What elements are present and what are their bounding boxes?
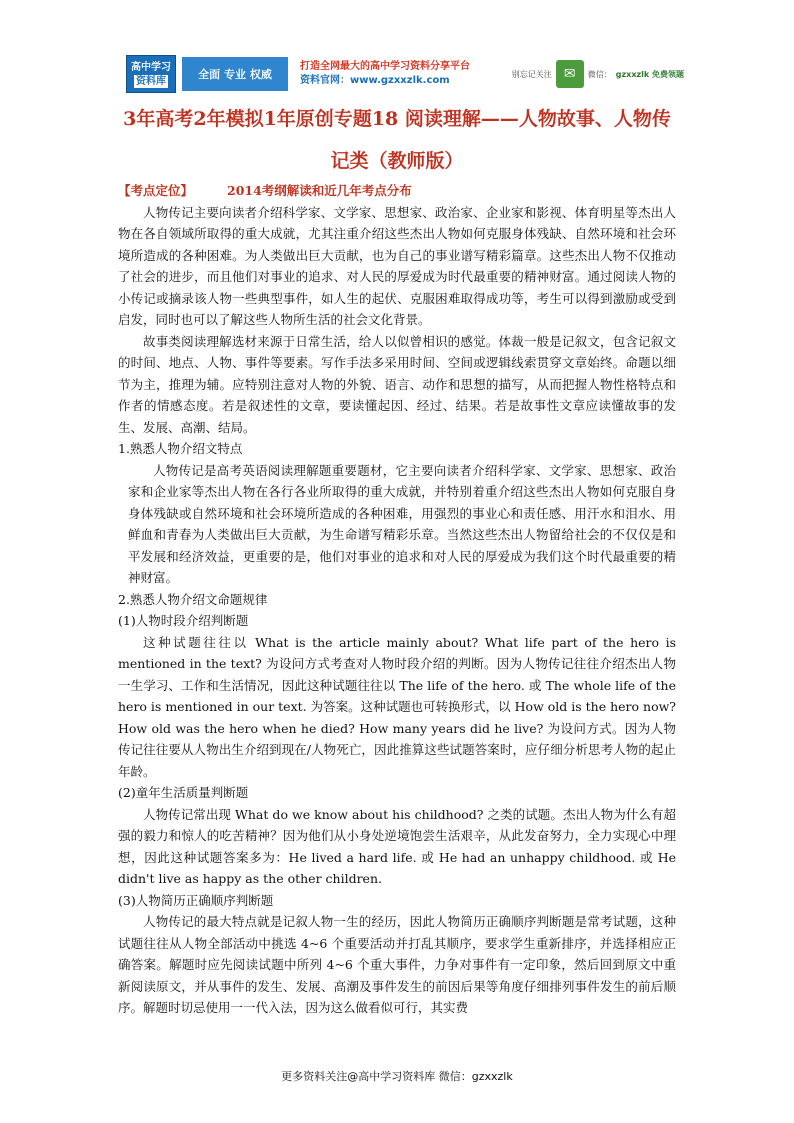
site-logo[interactable]	[126, 55, 176, 93]
logo-line1: 高中学习	[131, 61, 171, 73]
follow-text: 别忘记关注	[511, 69, 552, 79]
platform-info	[300, 60, 470, 88]
page-title-line1: 3年高考2年模拟1年原创专题18 阅读理解——人物故事、人物传	[123, 108, 671, 130]
paragraph-2: 故事类阅读理解选材来源于日常生活，给人以似曾相识的感觉。体裁一般是记叙文，包含记叙文的时间、地点、人物、事件等要素。写作手法多采用时间、空间或逻辑线索贯穿文章始终。命题以细节为主，推理为辅。应特别注意对人物的外貌、语言、动作和思想的描写，从而把握人物性格特点和作者的情感态度。若是叙述性的文章，要读懂起因、经过、结果。若是故事性文章应读懂故事的发生、发展、高潮、结局。	[118, 333, 676, 435]
heading-2-2: (2)童年生活质量判断题	[118, 785, 249, 800]
section-label: 【考点定位】	[118, 183, 194, 198]
heading-2: 2.熟悉人物介绍文命题规律	[118, 591, 268, 607]
platform-tagline: 打造全网最大的高中学习资料分享平台	[300, 61, 470, 72]
paragraph-5: 人物传记常出现 What do we know about his childhood? 之类的试题。杰出人物为什么有超强的毅力和惊人的吃苦精神？因为他们从小身处逆境饱尝生活艰辛，从此发奋努力，全力实现心中理想，因此这种试题答案多为：He lived a hard life. 或 He had an unhappy childhood. 或 He didn't live as happy as the other children.	[118, 806, 676, 886]
paragraph-1: 人物传记主要向读者介绍科学家、文学家、思想家、政治家、企业家和影视、体育明星等杰出人物在各自领域所取得的重大成就，尤其注重介绍这些杰出人物如何克服身体残缺、自然环境和社会环境所造成的各种困难。为人类做出巨大贡献，也为自己的事业谱写精彩篇章。这些杰出人物不仅推动了社会的进步，而且他们对事业的追求、对人民的厚爱成为时代最重要的精神财富。通过阅读人物的小传记或摘录该人物一些典型事件，如人生的起伏、克服困难取得成功等，考生可以得到激励或受到启发，同时也可以了解这些人物所生活的社会文化背景。	[118, 204, 676, 327]
wechat-label: 微信：	[587, 69, 612, 79]
logo-line2: 资料库	[136, 75, 166, 87]
document-body	[118, 180, 676, 1019]
paragraph-6: 人物传记的最大特点就是记叙人物一生的经历，因此人物简历正确顺序判断题是常考试题，这种试题往往从人物全部活动中挑选 4~6 个重要活动并打乱其顺序，要求学生重新排序，并选择相应正确答案。解题时应先阅读试题中所列 4~6 个重大事件，力争对事件有一定印象，然后回到原文中重新阅读原文，并从事件的发生、发展、高潮及事件发生的前因后果等角度仔细排列事件发生的前后顺序。解题时切忌使用一一代入法，因为这么做看似可行，其实费	[118, 914, 676, 1015]
wechat-account: gzxxzlk 免费领题	[615, 69, 684, 79]
heading-2-1: (1)人物时段介绍判断题	[118, 613, 249, 628]
paragraph-4: 这种试题往往以 What is the article mainly about? What life part of the hero is mentioned in the text? 为设问方式考查对人物时段介绍的判断。因为人物传记往往介绍杰出人物一生学习、工作和生活情况，因此这种试题往往以 The life of the hero. 或 The whole life of the hero is mentioned in our text. 为答案。这种试题也可转换形式，以 How old is the hero now? How old was the hero when he died? How many years did he live? 为设问方式。因为人物传记往往要从人物出生介绍到现在/人物死亡，因此推算这些试题答案时，应仔细分析思考人物的起止年龄。	[118, 634, 676, 779]
website-link[interactable]: 资料官网：www.gzxxzlk.com	[300, 75, 450, 86]
paragraph-3: 人物传记是高考英语阅读理解题重要题材，它主要向读者介绍科学家、文学家、思想家、政治家和企业家等杰出人物在各行各业所取得的重大成就，并特别着重介绍这些杰出人物如何克服自身身体残缺或自然环境和社会环境所造成的各种困难，用强烈的事业心和责任感、用汗水和泪水、用鲜血和青春为人类做出巨大贡献，为生命谱写精彩乐章。当然这些杰出人物留给社会的不仅仅是和平发展和经济效益，更重要的是，他们对事业的追求和对人民的厚爱成为我们这个时代最重要的精神财富。	[128, 462, 676, 585]
heading-1: 1.熟悉人物介绍文特点	[118, 441, 243, 456]
section-heading	[118, 180, 676, 202]
wechat-icon: ✉	[556, 60, 584, 88]
page-footer: 更多资料关注@高中学习资料库 微信：gzxxzlk	[281, 1070, 513, 1083]
section-title: 2014考纲解读和近几年考点分布	[227, 183, 412, 198]
slogan: 全面 专业 权威	[182, 57, 288, 91]
header-banner	[126, 56, 684, 92]
page-title-line2: 记类（教师版）	[330, 150, 464, 172]
heading-2-3: (3)人物简历正确顺序判断题	[118, 892, 274, 908]
follow-block	[512, 60, 684, 88]
